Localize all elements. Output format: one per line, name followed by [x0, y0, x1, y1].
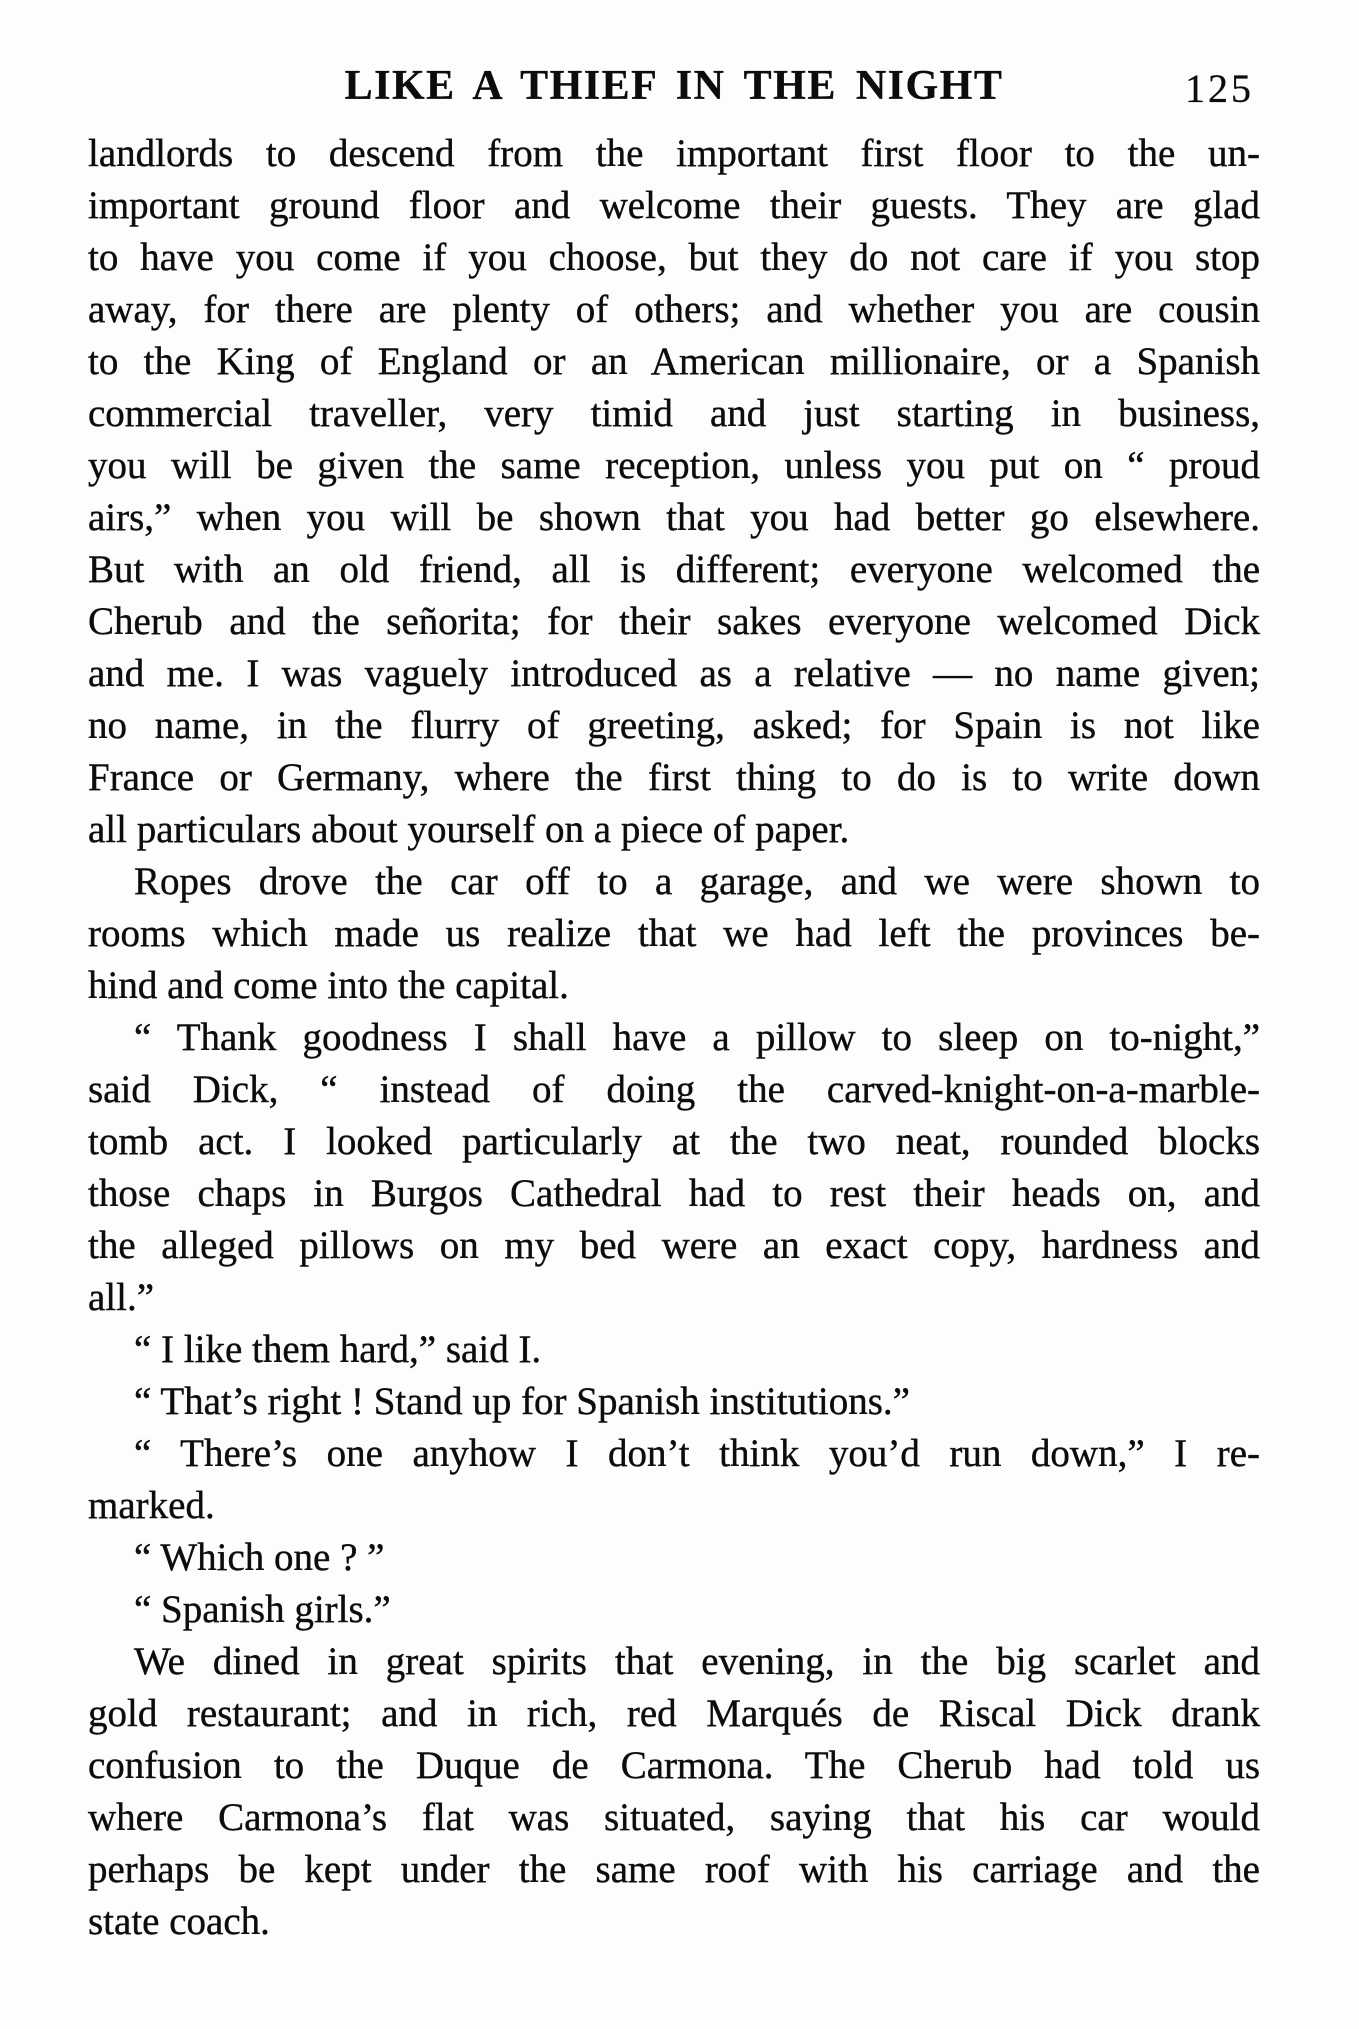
text-line: “ Spanish girls.”: [134, 1588, 391, 1631]
text-line: where Carmona’s flat was situated, saying that his car would: [88, 1796, 1260, 1839]
text-line: “ I like them hard,” said I.: [134, 1328, 542, 1371]
text-line: “ Thank goodness I shall have a pillow to sleep on to-night,”: [134, 1016, 1260, 1059]
text-line: commercial traveller, very timid and just starting in business,: [88, 392, 1260, 435]
paragraph: [88, 1376, 1260, 1428]
text-line: perhaps be kept under the same roof with his carriage and the: [88, 1848, 1260, 1891]
text-line: away, for there are plenty of others; and whether you are cousin: [88, 288, 1260, 331]
paragraph: [88, 856, 1260, 1012]
running-title: LIKE A THIEF IN THE NIGHT: [344, 63, 1004, 109]
text-line: and me. I was vaguely introduced as a relative — no name given;: [88, 652, 1260, 695]
text-line: the alleged pillows on my bed were an exact copy, hardness and: [88, 1224, 1260, 1267]
text-line: landlords to descend from the important first floor to the un-: [88, 132, 1260, 175]
paragraph: [88, 1428, 1260, 1532]
text-line: gold restaurant; and in rich, red Marqués de Riscal Dick drank: [88, 1692, 1260, 1735]
page-body: [88, 128, 1260, 1948]
text-line: said Dick, “ instead of doing the carved-knight-on-a-marble-: [88, 1068, 1260, 1111]
text-line: confusion to the Duque de Carmona. The Cherub had told us: [88, 1744, 1260, 1787]
paragraph: [88, 1636, 1260, 1948]
text-line: no name, in the flurry of greeting, asked; for Spain is not like: [88, 704, 1260, 747]
running-header: [88, 62, 1260, 112]
text-line: important ground floor and welcome their guests. They are glad: [88, 184, 1260, 227]
text-line: marked.: [88, 1484, 215, 1527]
paragraph: [88, 1532, 1260, 1584]
text-line: to have you come if you choose, but they do not care if you stop: [88, 236, 1260, 279]
text-line: airs,” when you will be shown that you had better go elsewhere.: [88, 496, 1260, 539]
paragraph: [88, 1012, 1260, 1324]
text-line: Ropes drove the car off to a garage, and we were shown to: [134, 860, 1260, 903]
text-line: We dined in great spirits that evening, in the big scarlet and: [134, 1640, 1260, 1683]
text-line: tomb act. I looked particularly at the two neat, rounded blocks: [88, 1120, 1260, 1163]
text-line: “ There’s one anyhow I don’t think you’d run down,” I re-: [134, 1432, 1260, 1475]
paragraph: [88, 1584, 1260, 1636]
text-line: all particulars about yourself on a piece of paper.: [88, 808, 850, 851]
text-line: those chaps in Burgos Cathedral had to rest their heads on, and: [88, 1172, 1260, 1215]
text-line: “ That’s right ! Stand up for Spanish institutions.”: [134, 1380, 910, 1423]
text-line: state coach.: [88, 1900, 270, 1943]
text-block: [88, 62, 1260, 1948]
page-number: 125: [1185, 66, 1254, 111]
text-line: rooms which made us realize that we had left the provinces be-: [88, 912, 1260, 955]
text-line: you will be given the same reception, unless you put on “ proud: [88, 444, 1260, 487]
paragraph: [88, 1324, 1260, 1376]
text-line: hind and come into the capital.: [88, 964, 569, 1007]
text-line: France or Germany, where the first thing to do is to write down: [88, 756, 1260, 799]
paragraph: [88, 128, 1260, 856]
text-line: But with an old friend, all is different; everyone welcomed the: [88, 548, 1260, 591]
text-line: all.”: [88, 1276, 155, 1319]
text-line: “ Which one ? ”: [134, 1536, 385, 1579]
text-line: Cherub and the señorita; for their sakes everyone welcomed Dick: [88, 600, 1260, 643]
text-line: to the King of England or an American millionaire, or a Spanish: [88, 340, 1260, 383]
